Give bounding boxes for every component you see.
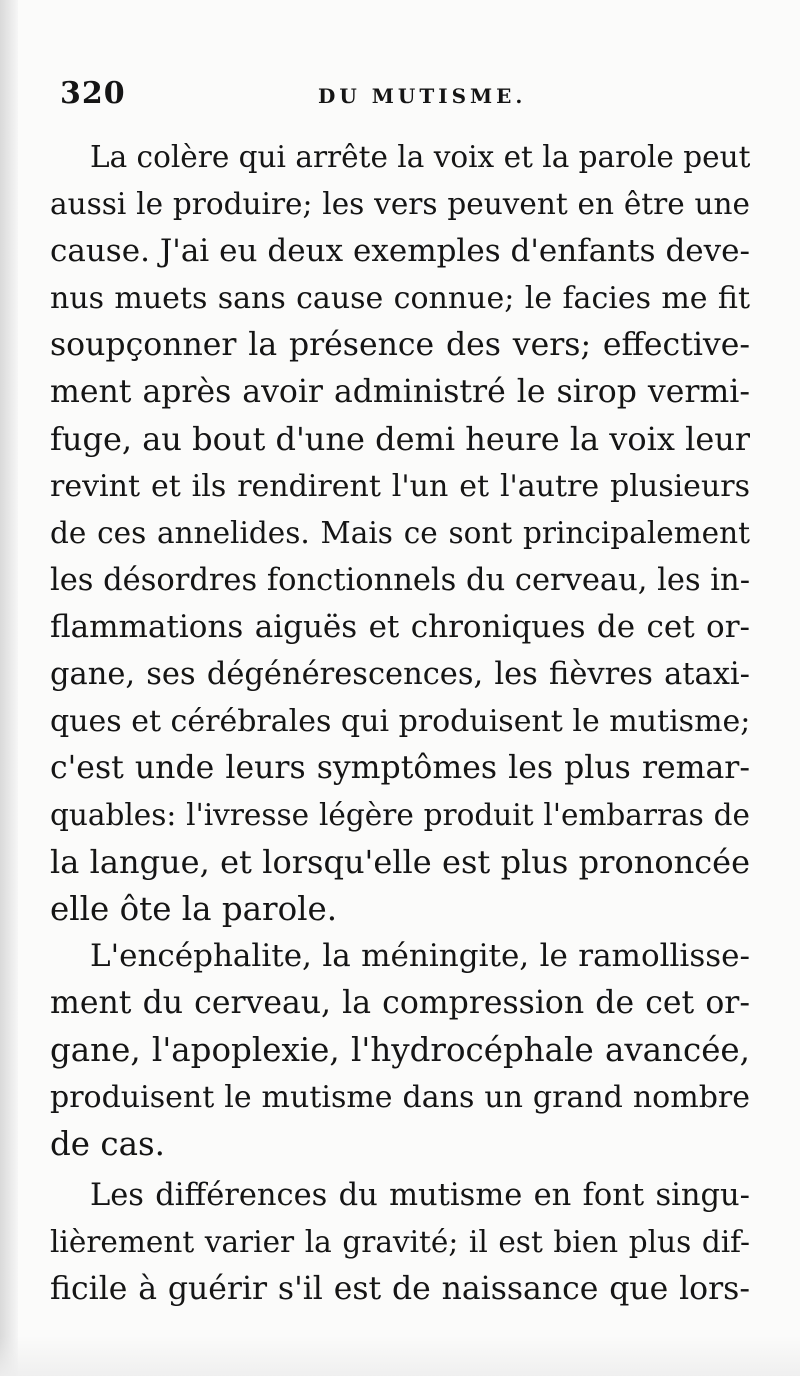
text-line: produisent le mutisme dans un grand nombre xyxy=(50,1080,750,1115)
text-line: flammations aiguës et chroniques de cet or- xyxy=(50,609,750,645)
text-line: cause. J'ai eu deux exemples d'enfants deve- xyxy=(50,233,750,269)
text-line: ment du cerveau, la compression de cet or- xyxy=(50,985,750,1021)
text-line: ficile à guérir s'il est de naissance que lors- xyxy=(50,1271,750,1307)
page-number: 320 xyxy=(60,76,126,111)
text-line: La colère qui arrête la voix et la parole peut xyxy=(90,140,750,174)
text-line: Les différences du mutisme en font singu- xyxy=(90,1178,750,1213)
page-gutter-shadow xyxy=(0,0,18,1376)
text-line: aussi le produire; les vers peuvent en être une xyxy=(50,187,750,221)
page-header xyxy=(60,76,760,112)
text-line: gane, l'apoplexie, l'hydrocéphale avancée, xyxy=(50,1031,750,1069)
text-line: nus muets sans cause connue; le facies me fit xyxy=(50,281,750,316)
text-line: quables: l'ivresse légère produit l'embarras de xyxy=(50,798,750,832)
body-text xyxy=(50,134,750,1313)
running-title: DU MUTISME. xyxy=(318,84,527,108)
text-line: les désordres fonctionnels du cerveau, les in- xyxy=(50,563,750,598)
text-line: gane, ses dégénérescences, les fièvres ataxi- xyxy=(50,657,750,692)
text-line: fuge, au bout d'une demi heure la voix leur xyxy=(50,420,750,458)
text-line: la langue, et lorsqu'elle est plus prononcée xyxy=(50,843,750,881)
text-line: revint et ils rendirent l'un et l'autre plusieurs xyxy=(50,469,750,504)
text-line: L'encéphalite, la méningite, le ramollisse- xyxy=(90,938,750,974)
text-line: de ces annelides. Mais ce sont principalement xyxy=(50,516,750,550)
text-line: c'est unde leurs symptômes les plus remar- xyxy=(50,750,750,786)
text-line: ment après avoir administré le sirop vermi- xyxy=(50,374,750,410)
text-line: ques et cérébrales qui produisent le mutisme; xyxy=(50,704,750,739)
text-line: soupçonner la présence des vers; effective- xyxy=(50,327,750,363)
text-line: elle ôte la parole. xyxy=(50,890,338,928)
text-line: de cas. xyxy=(50,1125,165,1163)
text-line: lièrement varier la gravité; il est bien plus dif- xyxy=(50,1225,750,1259)
page-bottom-shading xyxy=(0,1336,800,1376)
